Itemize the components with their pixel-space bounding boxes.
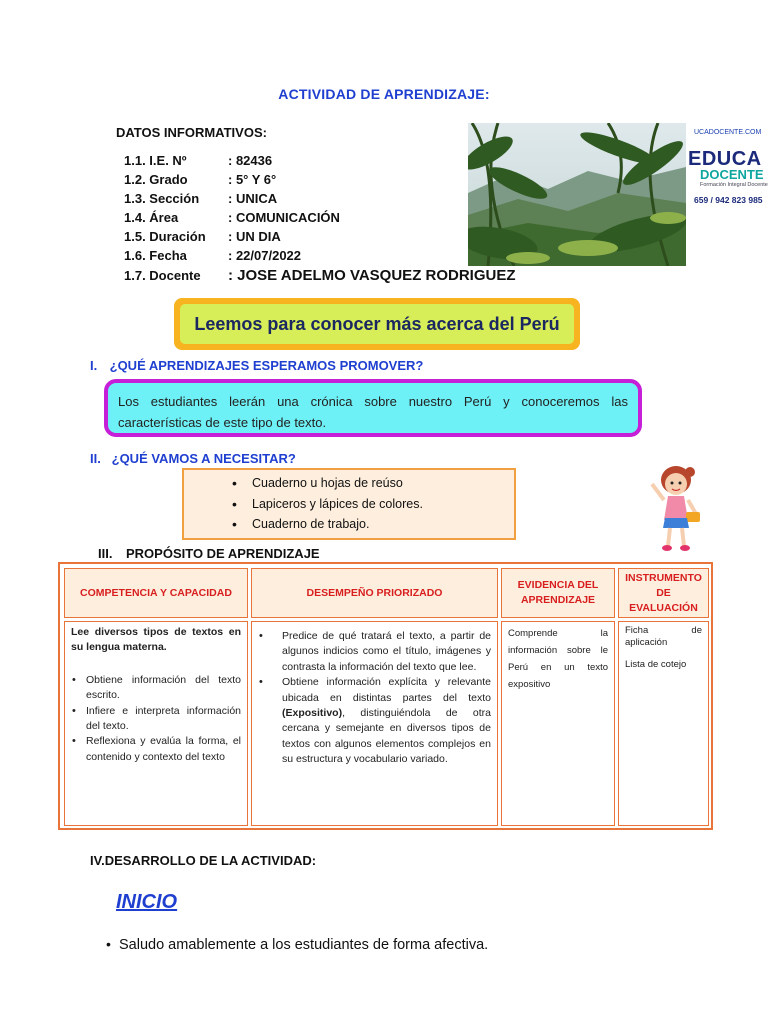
instrumento-cell bbox=[618, 621, 709, 826]
datos-label: 1.7. Docente bbox=[124, 268, 201, 283]
datos-label: 1.5. Duración bbox=[124, 229, 206, 244]
section-3-heading bbox=[98, 546, 320, 561]
logo-site: UCADOCENTE.COM bbox=[694, 129, 762, 136]
desempeno-text: , distinguiéndola de otra cercana y semejante en diversos tipos de textos con algunos elementos complejos en su estructura y vocabulario variado. bbox=[282, 707, 491, 766]
list-item: • Cuaderno de trabajo. bbox=[252, 514, 514, 535]
capacidad-item: • Reflexiona y evalúa la forma, el contenido y contexto del texto bbox=[71, 734, 241, 765]
list-item: • Cuaderno u hojas de reúso bbox=[252, 473, 514, 494]
educa-docente-logo bbox=[686, 123, 768, 213]
materials-box bbox=[182, 468, 516, 540]
landscape-photo bbox=[468, 123, 686, 266]
section-number: II. bbox=[90, 451, 101, 466]
desempeno-item bbox=[258, 675, 491, 767]
girl-illustration bbox=[646, 462, 710, 552]
capacidad-item: • Infiere e interpreta información del texto. bbox=[71, 704, 241, 735]
logo-educa: EDUCA bbox=[688, 148, 762, 170]
bullet-icon: • bbox=[106, 936, 111, 952]
datos-row-duracion bbox=[124, 229, 281, 244]
competencia-title: Lee diversos tipos de textos en su lengua materna. bbox=[71, 626, 241, 654]
section-1-heading bbox=[90, 358, 423, 373]
table-header-evidencia: EVIDENCIA DEL APRENDIZAJE bbox=[501, 568, 615, 618]
table-header-desempeno: DESEMPEÑO PRIORIZADO bbox=[251, 568, 498, 618]
desempeno-cell bbox=[251, 621, 498, 826]
logo-phone: 659 / 942 823 985 bbox=[694, 195, 763, 205]
section-2-heading bbox=[90, 451, 296, 466]
datos-label: 1.1. I.E. Nº bbox=[124, 153, 187, 168]
activity-banner bbox=[174, 298, 580, 350]
logo-docente: DOCENTE bbox=[700, 167, 764, 182]
table-header-instrumento: INSTRUMENTO DE EVALUACIÓN bbox=[618, 568, 709, 618]
document-title: ACTIVIDAD DE APRENDIZAJE: bbox=[278, 86, 490, 102]
evidencia-cell: Comprende la información sobre le Perú en un texto expositivo bbox=[501, 621, 615, 826]
proposito-table bbox=[58, 562, 713, 830]
datos-value: : UN DIA bbox=[228, 229, 281, 244]
datos-value: : 22/07/2022 bbox=[228, 248, 302, 263]
saludo-text: Saludo amablemente a los estudiantes de forma afectiva. bbox=[119, 937, 489, 953]
datos-heading: DATOS INFORMATIVOS: bbox=[116, 125, 267, 140]
datos-row-seccion bbox=[124, 191, 277, 206]
section-title: DESARROLLO DE LA ACTIVIDAD: bbox=[104, 853, 317, 868]
desempeno-text: Obtiene información explícita y relevante ubicada en distintas partes del texto bbox=[282, 676, 491, 704]
datos-value: : UNICA bbox=[228, 191, 278, 206]
section-title: PROPÓSITO DE APRENDIZAJE bbox=[126, 546, 320, 561]
logo-tagline: Formación Integral Docente bbox=[700, 182, 768, 188]
datos-row-ie bbox=[124, 153, 272, 168]
datos-value: : 5° Y 6° bbox=[228, 172, 277, 187]
datos-value: : JOSE ADELMO VASQUEZ RODRIGUEZ bbox=[228, 267, 516, 284]
datos-row-grado bbox=[124, 172, 276, 187]
competencia-cell bbox=[64, 621, 248, 826]
datos-value: : COMUNICACIÓN bbox=[228, 210, 340, 225]
desempeno-item: • Predice de qué tratará el texto, a partir de algunos indicios como el título, imágenes y contrasta la información del texto que lee. bbox=[258, 629, 491, 675]
datos-row-fecha bbox=[124, 248, 301, 263]
datos-label: 1.2. Grado bbox=[124, 172, 188, 187]
table-header-competencia: COMPETENCIA Y CAPACIDAD bbox=[64, 568, 248, 618]
inicio-heading: INICIO bbox=[116, 891, 178, 913]
datos-label: 1.3. Sección bbox=[124, 191, 200, 206]
datos-label: 1.6. Fecha bbox=[124, 248, 187, 263]
datos-label: 1.4. Área bbox=[124, 210, 179, 225]
datos-row-docente bbox=[124, 267, 516, 284]
desempeno-bold: (Expositivo) bbox=[282, 707, 343, 720]
datos-row-area bbox=[124, 210, 340, 225]
saludo-item bbox=[106, 936, 488, 953]
instrumento-item: Lista de cotejo bbox=[625, 659, 687, 670]
instrumento-item: Ficha de aplicación bbox=[625, 625, 702, 648]
aprendizajes-box: Los estudiantes leerán una crónica sobre nuestro Perú y conoceremos las características de este tipo de texto. bbox=[104, 379, 642, 437]
datos-value: : 82436 bbox=[228, 153, 273, 168]
section-title: ¿QUÉ APRENDIZAJES ESPERAMOS PROMOVER? bbox=[109, 358, 424, 373]
section-4-heading bbox=[90, 853, 316, 868]
section-title: ¿QUÉ VAMOS A NECESITAR? bbox=[111, 451, 296, 466]
section-number: I. bbox=[90, 358, 98, 373]
capacidad-item: • Obtiene información del texto escrito. bbox=[71, 673, 241, 704]
section-number: IV. bbox=[90, 853, 105, 868]
banner-title: Leemos para conocer más acerca del Perú bbox=[180, 304, 574, 344]
list-item: • Lapiceros y lápices de colores. bbox=[252, 494, 514, 515]
section-number: III. bbox=[98, 546, 113, 561]
